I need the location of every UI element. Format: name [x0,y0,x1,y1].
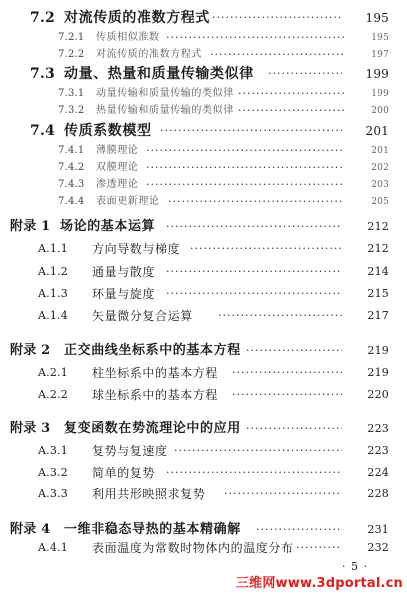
toc-subsection-7-2-1[interactable] [0,29,407,47]
appendix-item-title: 利用共形映照求复势 [92,487,206,501]
appendix-item-number: A.4.1 [38,541,68,554]
appendix-item-number: A.1.2 [38,265,68,278]
appendix-item-page: 215 [367,287,389,300]
subsection-title: 传质相似准数 [96,32,160,43]
appendix-title: 复变函数在势流理论中的应用 [64,421,241,436]
toc-appendix-item-a-4-1[interactable] [0,539,407,557]
appendix-page: 219 [367,344,389,357]
subsection-page: 202 [371,163,389,173]
appendix-item-title: 环量与旋度 [92,287,156,301]
appendix-item-page: 220 [367,388,389,401]
leader-dots [174,442,342,460]
subsection-title: 薄膜理论 [96,145,139,156]
site-watermark: 三维网www.3dportal.cn [235,576,403,591]
subsection-title: 渗透理论 [96,179,139,190]
appendix-title: 正交曲线坐标系中的基本方程 [64,343,241,358]
subsection-page: 203 [371,180,389,190]
leader-dots [190,240,342,258]
leader-dots [232,386,342,404]
appendix-number: 附录 2 [10,343,51,358]
toc-appendix-item-a-2-1[interactable] [0,364,407,382]
leader-dots [212,9,342,27]
leader-dots [166,285,342,303]
toc-section-7-4[interactable] [0,122,407,140]
subsection-title: 双膜理论 [96,162,139,173]
leader-dots [160,122,342,140]
appendix-number: 附录 3 [10,421,51,436]
appendix-item-title: 方向导数与梯度 [92,242,181,256]
appendix-page: 231 [367,523,389,536]
toc-appendix-item-a-3-3[interactable] [0,485,407,503]
leader-dots [168,193,344,211]
toc-appendix-3[interactable] [0,420,407,438]
leader-dots [166,464,342,482]
appendix-item-page: 219 [367,366,389,379]
section-number: 7.3 [30,66,55,82]
appendix-item-title: 柱坐标系中的基本方程 [92,366,219,380]
appendix-page: 212 [367,220,389,233]
appendix-item-page: 223 [367,444,389,457]
appendix-page: 223 [367,422,389,435]
section-number: 7.2 [30,10,55,26]
section-page: 195 [365,11,389,25]
toc-appendix-item-a-1-2[interactable] [0,263,407,281]
subsection-page: 197 [371,50,389,60]
appendix-item-title: 通量与散度 [92,265,156,279]
toc-appendix-2[interactable] [0,342,407,360]
appendix-item-page: 232 [367,541,389,554]
leader-dots [246,342,342,360]
leader-dots [256,521,342,539]
toc-section-7-3[interactable] [0,65,407,83]
appendix-title: 一维非稳态导热的基本精确解 [64,522,241,537]
leader-dots [246,420,342,438]
toc-appendix-item-a-3-1[interactable] [0,442,407,460]
appendix-number: 附录 4 [10,522,51,537]
section-title: 传质系数模型 [64,123,152,139]
appendix-item-number: A.3.3 [38,487,68,500]
toc-subsection-7-4-4[interactable] [0,193,407,211]
subsection-number: 7.4.2 [58,162,85,173]
appendix-item-page: 228 [367,487,389,500]
toc-appendix-item-a-1-1[interactable] [0,240,407,258]
appendix-item-number: A.3.1 [38,444,68,457]
leader-dots [232,364,342,382]
appendix-item-page: 224 [367,466,389,479]
subsection-number: 7.4.1 [58,145,85,156]
section-title: 对流传质的准数方程式 [64,10,210,26]
leader-dots [146,159,344,177]
appendix-item-title: 矢量微分复合运算 [92,309,193,323]
toc-appendix-1[interactable] [0,218,407,236]
subsection-page: 200 [371,106,389,116]
appendix-item-page: 217 [367,309,389,322]
subsection-title: 动量传输和质量传输的类似律 [96,88,234,99]
appendix-item-number: A.3.2 [38,466,68,479]
subsection-page: 205 [371,197,389,207]
toc-subsection-7-4-1[interactable] [0,142,407,160]
leader-dots [146,142,344,160]
toc-subsection-7-3-1[interactable] [0,85,407,103]
leader-dots [166,29,344,47]
appendix-item-page: 212 [367,242,389,255]
leader-dots [268,65,342,83]
subsection-number: 7.4.3 [58,179,85,190]
subsection-number: 7.2.2 [58,49,85,60]
toc-appendix-4[interactable] [0,521,407,539]
leader-dots [238,85,344,103]
subsection-title: 对流传质的准数方程式 [96,49,202,60]
subsection-number: 7.4.4 [58,196,85,207]
section-page: 199 [365,67,389,81]
section-number: 7.4 [30,123,55,139]
toc-subsection-7-2-2[interactable] [0,46,407,64]
leader-dots [166,218,342,236]
toc-appendix-item-a-1-3[interactable] [0,285,407,303]
appendix-item-number: A.1.4 [38,309,68,322]
section-title: 动量、热量和质量传输类似律 [64,66,254,82]
subsection-title: 表面更新理论 [96,196,160,207]
toc-appendix-item-a-3-2[interactable] [0,464,407,482]
toc-subsection-7-4-3[interactable] [0,176,407,194]
appendix-item-number: A.2.2 [38,388,68,401]
subsection-number: 7.3.1 [58,88,85,99]
appendix-item-page: 214 [367,265,389,278]
leader-dots [146,176,344,194]
subsection-number: 7.3.2 [58,105,85,116]
appendix-number: 附录 1 [10,219,51,234]
appendix-title: 场论的基本运算 [60,219,156,234]
subsection-page: 201 [371,146,389,156]
leader-dots [224,485,342,503]
leader-dots [238,102,344,120]
appendix-item-title: 复势与复速度 [92,444,168,458]
section-page: 201 [365,124,389,138]
page-number: · 5 · [342,560,368,573]
subsection-title: 热量传输和质量传输的类似律 [96,105,234,116]
toc-section-7-2[interactable] [0,9,407,27]
toc-appendix-item-a-1-4[interactable] [0,307,407,325]
subsection-page: 199 [371,89,389,99]
appendix-item-title: 简单的复势 [92,466,156,480]
subsection-number: 7.2.1 [58,32,85,43]
appendix-item-title: 球坐标系中的基本方程 [92,388,219,402]
appendix-item-title: 表面温度为常数时物体内的温度分布 [92,541,294,555]
leader-dots [296,539,342,557]
leader-dots [218,307,342,325]
appendix-item-number: A.1.3 [38,287,68,300]
leader-dots [210,46,344,64]
leader-dots [166,263,342,281]
toc-appendix-item-a-2-2[interactable] [0,386,407,404]
appendix-item-number: A.1.1 [38,242,68,255]
toc-subsection-7-3-2[interactable] [0,102,407,120]
toc-subsection-7-4-2[interactable] [0,159,407,177]
subsection-page: 195 [371,33,389,43]
appendix-item-number: A.2.1 [38,366,68,379]
